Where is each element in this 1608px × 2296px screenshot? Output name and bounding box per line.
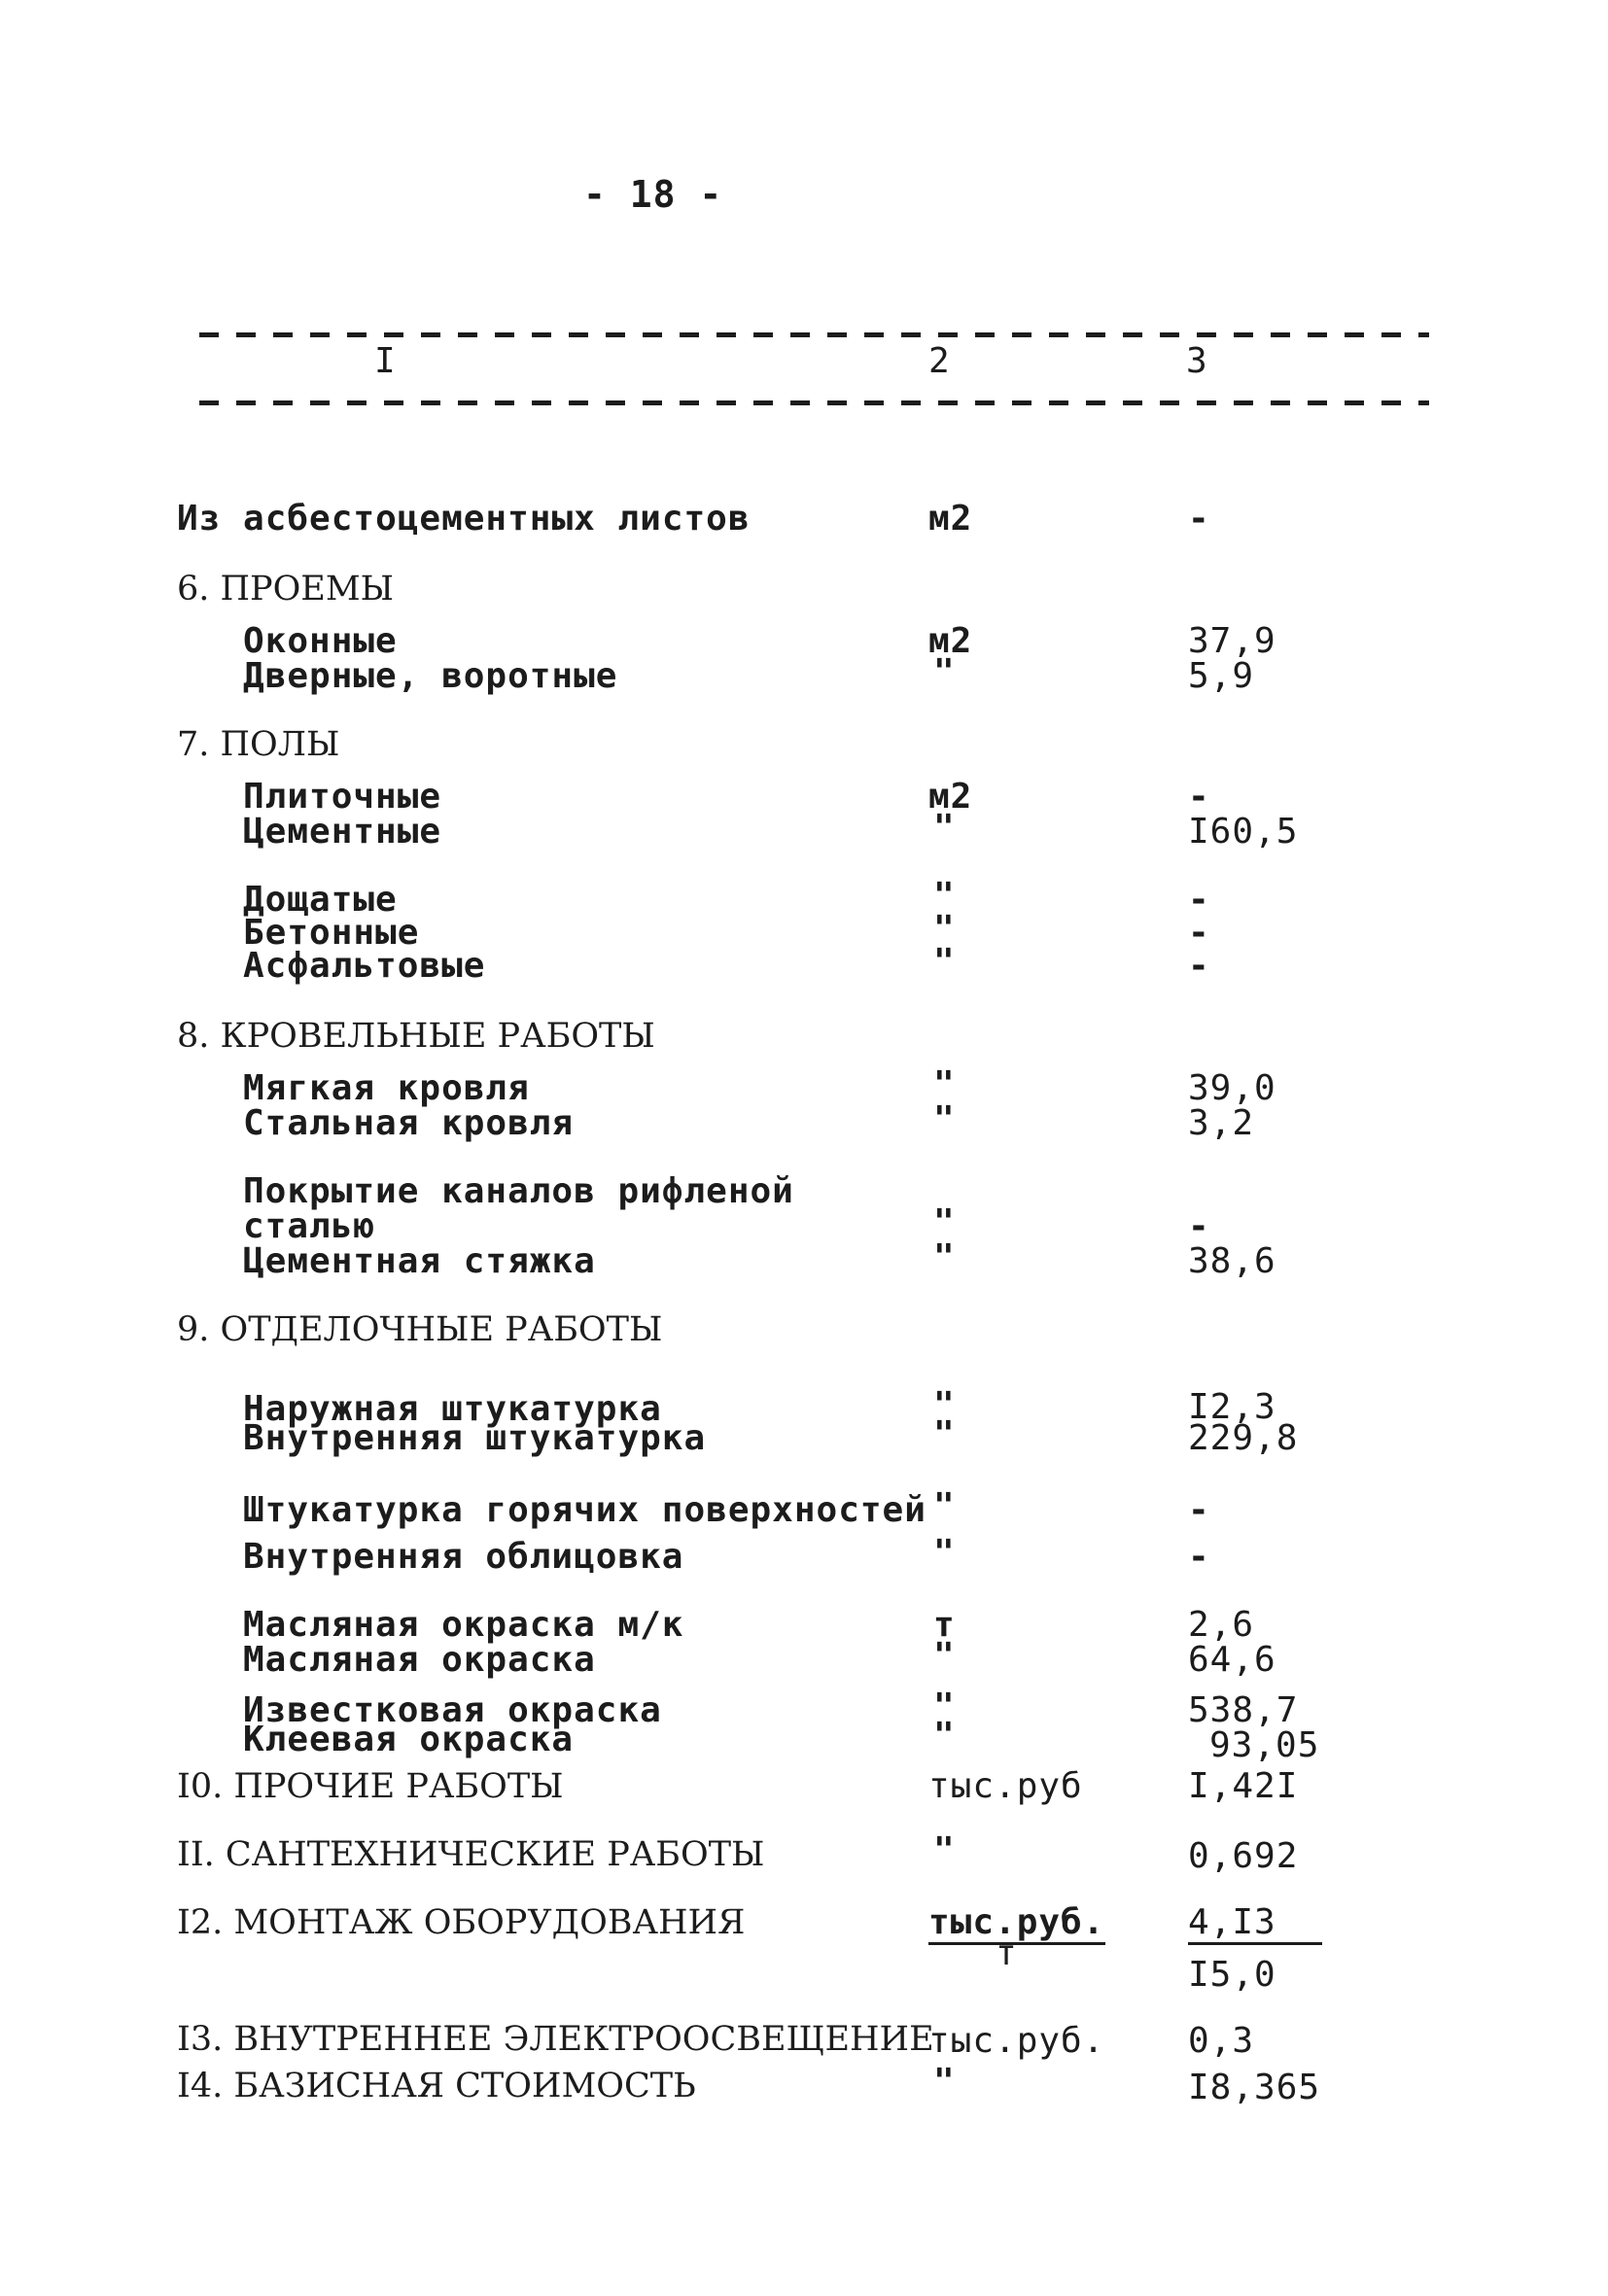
row-name: Наружная штукатурка <box>243 1389 662 1429</box>
row-value: 37,9 <box>1188 621 1276 661</box>
section-heading: I3. ВНУТРЕННЕЕ ЭЛЕКТРООСВЕЩЕНИЕ <box>177 2020 934 2059</box>
row-unit: " <box>933 652 956 692</box>
column-header-3: 3 <box>1186 341 1208 381</box>
row-value: 38,6 <box>1188 1241 1276 1281</box>
section-heading: 8. КРОВЕЛЬНЫЕ РАБОТЫ <box>177 1017 655 1056</box>
section-heading: 9. ОТДЕЛОЧНЫЕ РАБОТЫ <box>177 1310 663 1349</box>
row-value: - <box>1188 913 1210 953</box>
row-value: 39,0 <box>1188 1068 1276 1108</box>
row-name: Клеевая окраска <box>243 1720 575 1759</box>
row-unit: тыс.руб. <box>928 1902 1105 1942</box>
row-value: 5,9 <box>1188 656 1255 696</box>
row-name: Внутренняя штукатурка <box>243 1418 707 1458</box>
row-unit: " <box>933 1486 956 1526</box>
row-value: - <box>1188 1490 1210 1530</box>
row-unit: " <box>933 876 956 916</box>
row-unit: " <box>933 1716 956 1756</box>
row-unit: т <box>996 1933 1018 1973</box>
row-value: I8,365 <box>1188 2068 1321 2107</box>
row-value: 538,7 <box>1188 1690 1299 1730</box>
row-value: - <box>1188 777 1210 817</box>
column-header-2: 2 <box>928 341 951 381</box>
row-value: - <box>1188 1206 1210 1246</box>
row-name: сталью <box>243 1206 376 1246</box>
row-value: 3,2 <box>1188 1103 1255 1143</box>
row-name: Дощатые <box>243 880 398 920</box>
row-unit: тыс.руб <box>928 1766 1083 1806</box>
section-heading: II. САНТЕХНИЧЕСКИЕ РАБОТЫ <box>177 1835 765 1874</box>
section-heading: 7. ПОЛЫ <box>177 725 340 764</box>
row-unit: " <box>933 1064 956 1104</box>
header-top-rule <box>199 332 1429 337</box>
row-value: 93,05 <box>1209 1725 1320 1765</box>
row-name: Плиточные <box>243 777 442 817</box>
row-unit: м2 <box>928 499 973 539</box>
fraction-line <box>1188 1942 1322 1945</box>
row-unit: " <box>933 1687 956 1726</box>
row-value: 229,8 <box>1188 1418 1299 1458</box>
row-value: I5,0 <box>1188 1955 1276 1995</box>
row-unit: " <box>933 2062 956 2102</box>
row-value: I60,5 <box>1188 812 1299 852</box>
row-value: - <box>1188 880 1210 920</box>
row-name: Масляная окраска м/к <box>243 1605 684 1645</box>
row-value: I,42I <box>1188 1766 1299 1806</box>
row-name: Масляная окраска <box>243 1640 596 1680</box>
row-unit: " <box>933 1830 956 1870</box>
row-unit: " <box>933 808 956 848</box>
row-name: Известковая окраска <box>243 1690 662 1730</box>
row-unit: " <box>933 1237 956 1277</box>
row-unit: т <box>933 1605 956 1645</box>
row-unit: м2 <box>928 621 973 661</box>
row-value: 0,692 <box>1188 1836 1299 1876</box>
section-heading: I4. БАЗИСНАЯ СТОИМОСТЬ <box>177 2067 696 2105</box>
row-unit: " <box>933 1414 956 1454</box>
row-unit: " <box>933 1202 956 1242</box>
row-name: Оконные <box>243 621 398 661</box>
row-unit: " <box>933 1099 956 1139</box>
row-name: Штукатурка горячих поверхностей <box>243 1490 926 1530</box>
page-number: - 18 - <box>583 173 723 216</box>
section-heading: I0. ПРОЧИЕ РАБОТЫ <box>177 1767 564 1806</box>
row-unit: м2 <box>928 777 973 817</box>
row-value: 64,6 <box>1188 1640 1276 1680</box>
row-unit: " <box>933 1636 956 1676</box>
column-header-1: I <box>374 341 397 381</box>
section-heading: I2. МОНТАЖ ОБОРУДОВАНИЯ <box>177 1903 746 1942</box>
row-unit: " <box>933 1385 956 1425</box>
row-value: 0,3 <box>1188 2021 1255 2061</box>
header-bottom-rule <box>199 400 1429 405</box>
row-value: 2,6 <box>1188 1605 1255 1645</box>
section-heading: 6. ПРОЕМЫ <box>177 570 395 609</box>
row-name: Стальная кровля <box>243 1103 575 1143</box>
row-value: - <box>1188 946 1210 986</box>
row-name: Дверные, воротные <box>243 656 618 696</box>
row-unit: тыс.руб. <box>928 2021 1105 2061</box>
row-name: Цементные <box>243 812 442 852</box>
row-value: I2,3 <box>1188 1387 1276 1427</box>
row-name: Покрытие каналов рифленой <box>243 1171 794 1211</box>
row-unit: " <box>933 942 956 982</box>
row-name: Из асбестоцементных листов <box>177 499 751 539</box>
row-unit: " <box>933 1533 956 1573</box>
row-value: - <box>1188 1537 1210 1577</box>
row-name: Мягкая кровля <box>243 1068 530 1108</box>
row-unit: " <box>933 909 956 949</box>
row-name: Внутренняя облицовка <box>243 1537 684 1577</box>
row-name: Бетонные <box>243 913 420 953</box>
row-name: Асфальтовые <box>243 946 486 986</box>
row-value: - <box>1188 499 1210 539</box>
row-value: 4,I3 <box>1188 1902 1276 1942</box>
row-name: Цементная стяжка <box>243 1241 596 1281</box>
